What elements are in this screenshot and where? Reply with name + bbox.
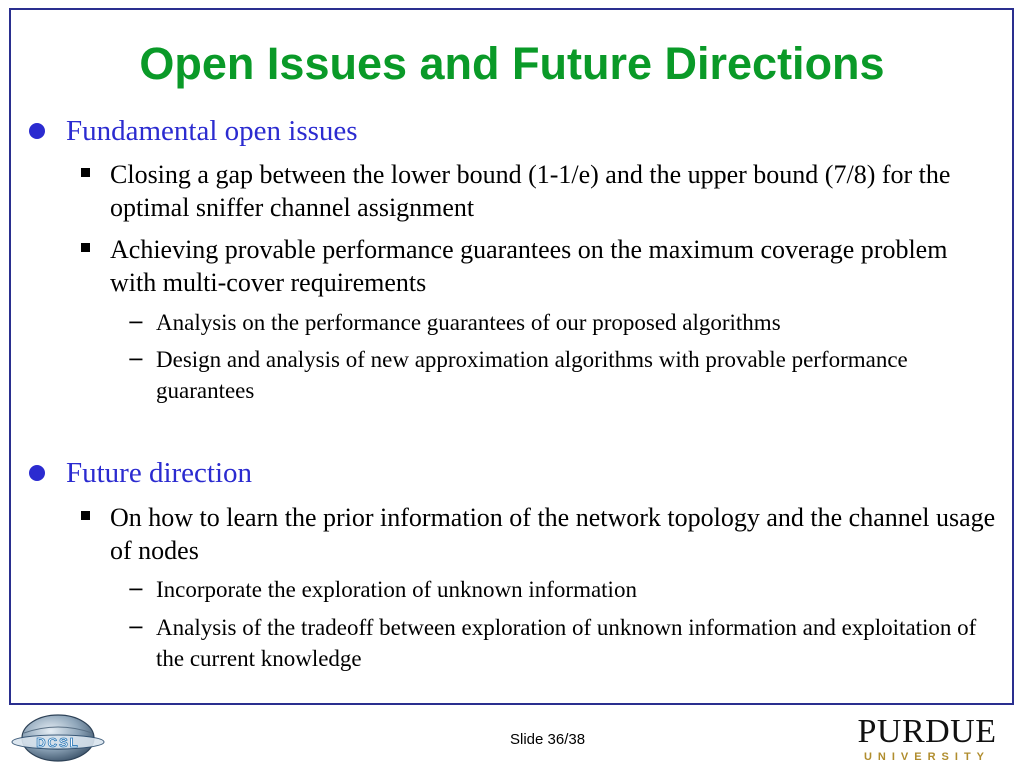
- section-heading-label: Future direction: [66, 457, 253, 489]
- bullet-text: Achieving provable performance guarantees on the maximum coverage problem with multi-cover requirements: [110, 235, 948, 297]
- bullet-square-icon: [81, 243, 90, 252]
- bullet-dot-icon: [29, 123, 45, 139]
- slide-number: Slide 36/38: [510, 731, 586, 748]
- sub-bullet-item: [127, 307, 1006, 338]
- bullet-text: On how to learn the prior information of the network topology and the channel usage of nodes: [110, 503, 996, 565]
- sub-bullet-item: [127, 612, 1006, 674]
- section-heading-future-direction: [66, 456, 252, 490]
- purdue-logo-name: PURDUE: [857, 713, 997, 750]
- bullet-text: Closing a gap between the lower bound (1-1/e) and the upper bound (7/8) for the optimal sniffer channel assignment: [110, 160, 951, 222]
- sub-bullet-item: [127, 344, 1006, 406]
- dash-bullet-icon: −: [127, 347, 145, 371]
- sub-bullet-text: Incorporate the exploration of unknown information: [156, 577, 637, 602]
- bullet-square-icon: [81, 168, 90, 177]
- dash-bullet-icon: −: [127, 310, 145, 334]
- dash-bullet-icon: −: [127, 577, 145, 601]
- slide-title: Open Issues and Future Directions: [139, 38, 885, 89]
- sub-bullet-text: Analysis of the tradeoff between exploration of unknown information and exploitation of the current knowledge: [156, 615, 977, 671]
- section-heading-label: Fundamental open issues: [66, 115, 358, 147]
- dcsl-logo: [10, 713, 106, 763]
- sub-bullet-item: [127, 574, 1006, 605]
- section-heading-open-issues: [66, 114, 358, 148]
- bullet-item: [110, 158, 1000, 224]
- dash-bullet-icon: −: [127, 615, 145, 639]
- bullet-item: [110, 501, 1000, 567]
- dcsl-logo-text: DCSL: [36, 735, 80, 750]
- sub-bullet-text: Analysis on the performance guarantees of our proposed algorithms: [156, 310, 781, 335]
- purdue-logo: [849, 713, 1005, 765]
- bullet-item: [110, 233, 1000, 299]
- purdue-logo-university: UNIVERSITY: [863, 751, 990, 763]
- bullet-square-icon: [81, 511, 90, 520]
- sub-bullet-text: Design and analysis of new approximation algorithms with provable performance guarantees: [156, 347, 908, 403]
- bullet-dot-icon: [29, 465, 45, 481]
